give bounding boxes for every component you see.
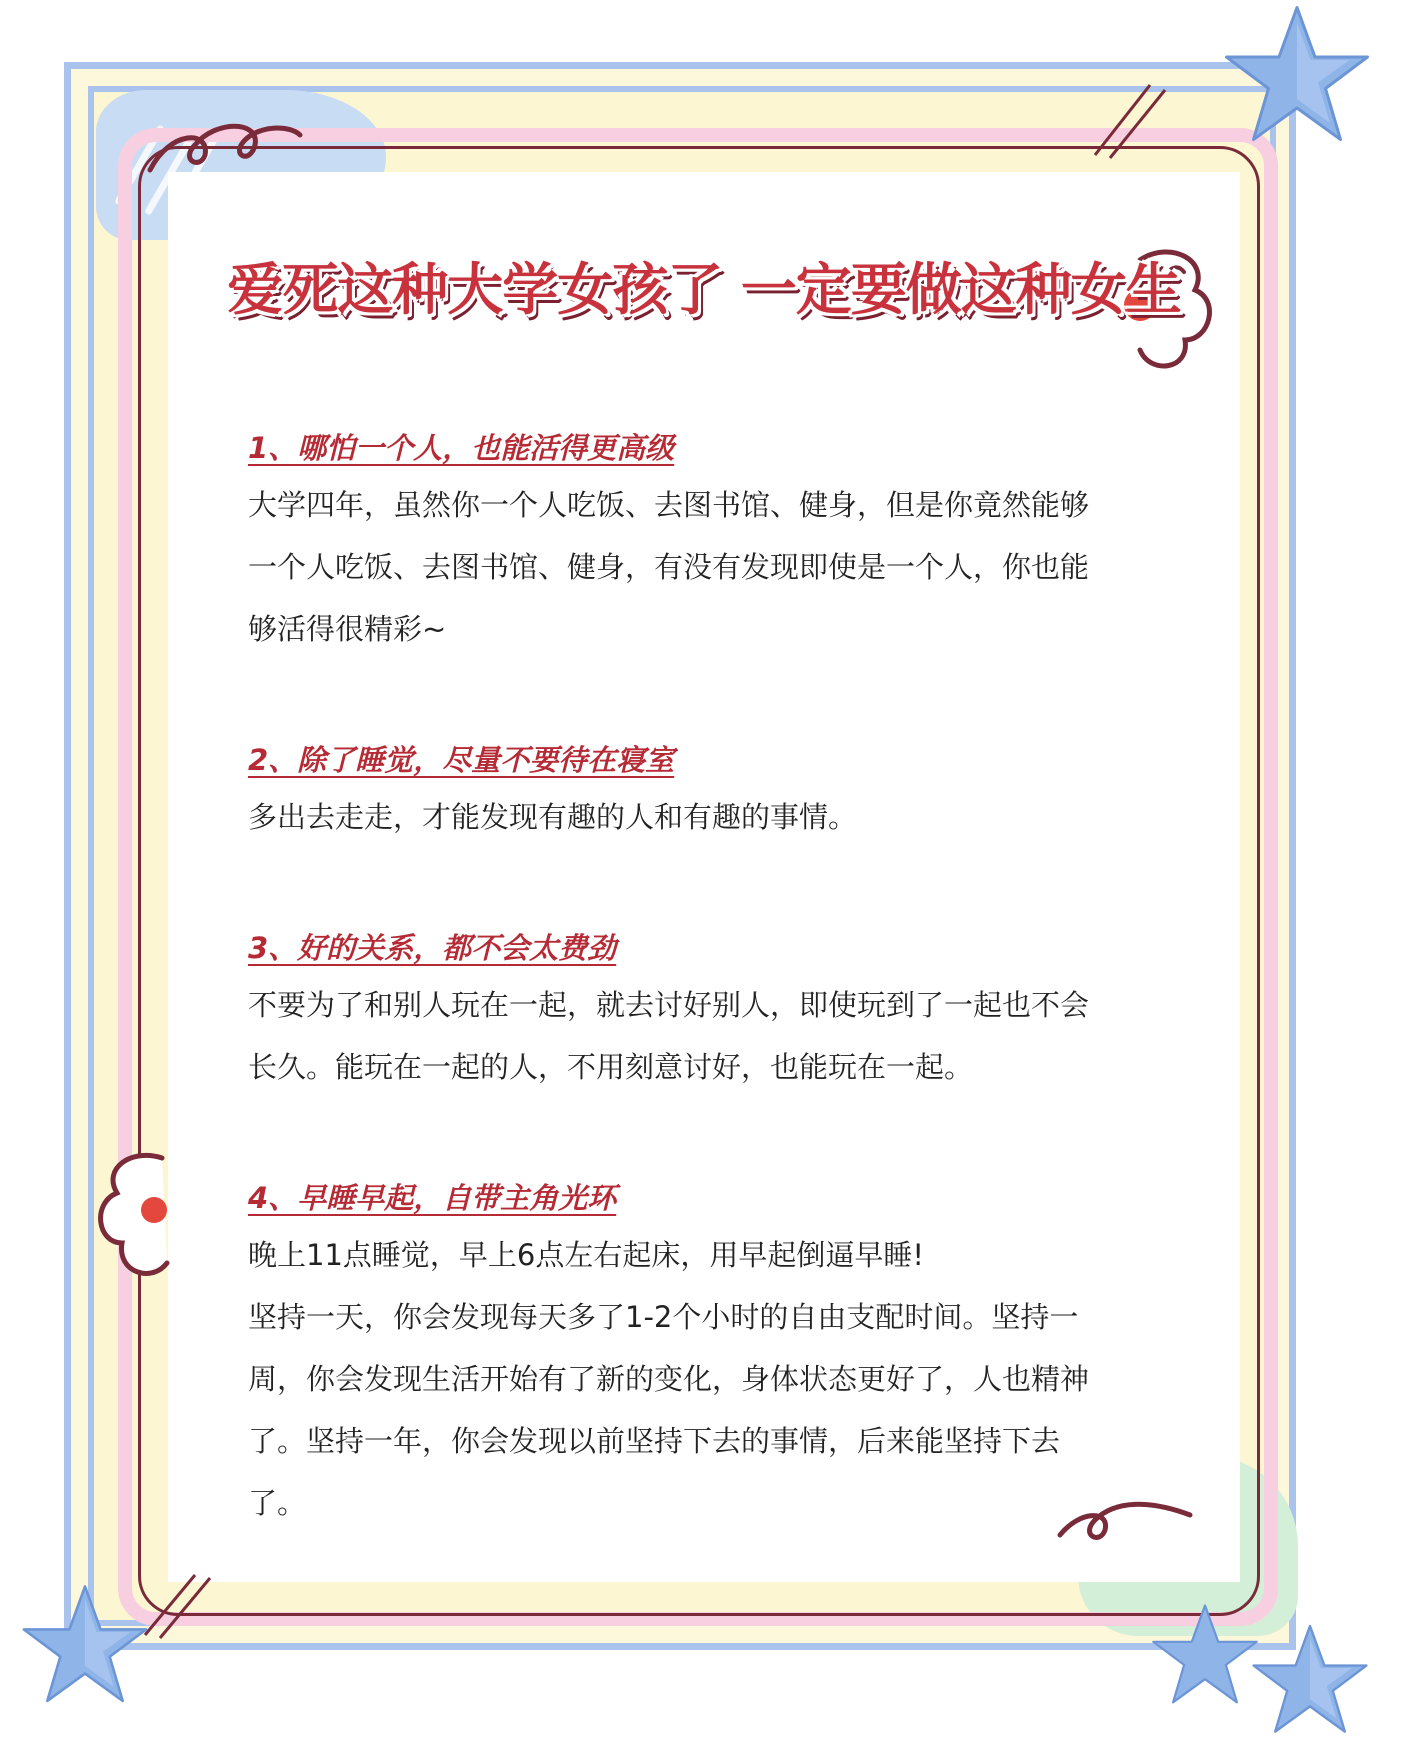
body-line: 周，你会发现生活开始有了新的变化，身体状态更好了，人也精神 [248,1362,1090,1396]
body-line: 不要为了和别人玩在一起，就去讨好别人，即使玩到了一起也不会 [248,988,1090,1022]
section-heading: 2、除了睡觉，尽量不要待在寝室 [248,743,675,777]
section-body [248,1224,1168,1534]
section-3 [248,926,1168,1098]
star-icon [20,1580,150,1710]
section-body [248,474,1168,660]
section-heading: 1、哪怕一个人，也能活得更高级 [248,431,675,465]
section-body [248,786,1168,848]
section-heading: 3、好的关系，都不会太费劲 [248,931,617,965]
corner-lines [140,1570,220,1640]
body-line: 坚持一天，你会发现每天多了1-2个小时的自由支配时间。坚持一 [248,1300,1079,1334]
section-1 [248,426,1168,660]
body-line: 一个人吃饭、去图书馆、健身，有没有发现即使是一个人，你也能 [248,550,1090,584]
body-line: 多出去走走，才能发现有趣的人和有趣的事情。 [248,800,858,834]
section-heading: 4、早睡早起，自带主角光环 [248,1181,617,1215]
corner-lines [1090,80,1170,160]
body-line: 了。坚持一年，你会发现以前坚持下去的事情，后来能坚持下去 [248,1424,1061,1458]
body-line: 长久。能玩在一起的人，不用刻意讨好，也能玩在一起。 [248,1050,974,1084]
section-4 [248,1176,1168,1534]
section-2 [248,738,1168,848]
body-line: 大学四年，虽然你一个人吃饭、去图书馆、健身，但是你竟然能够 [248,488,1090,522]
body-line: 够活得很精彩~ [248,612,447,646]
body-line: 晚上11点睡觉，早上6点左右起床，用早起倒逼早睡! [248,1238,924,1272]
star-icon [1150,1600,1260,1710]
cloud-doodle-icon [92,1148,182,1288]
page-title: 爱死这种大学女孩了 一定要做这种女生 [227,257,1181,323]
swirl-doodle-icon [140,110,310,180]
body-line: 了。 [248,1486,307,1520]
star-icon [1222,0,1372,150]
star-icon [1250,1620,1370,1740]
section-body [248,974,1168,1098]
